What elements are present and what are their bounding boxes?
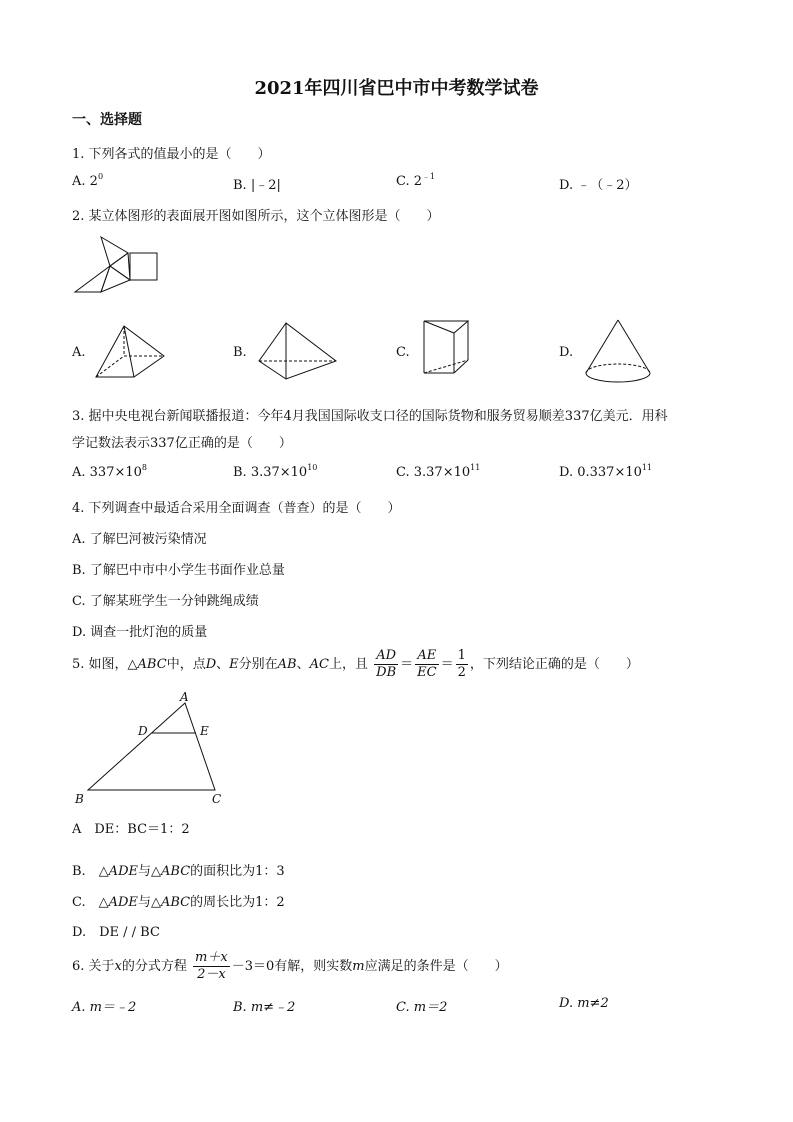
label-c: C [212,792,222,806]
q6-option-d: D. m≠2 [559,996,609,1011]
q2-option-d: D. [559,345,574,360]
q6-stem: 6. 关于x的分式方程 $\frac{m+x}{2-x}$ －3＝0有解，则实数m应满足的条件是（ ） [72,950,508,982]
q2-option-c-figure [420,318,475,378]
q3-option-b: B. $3.37\times 10^{10}$ [233,463,318,480]
fraction-equation: $\frac{m+x}{2-x}$ [195,950,228,982]
q5-option-d: D. DE / / BC [72,925,160,940]
label-e: E [200,724,209,738]
q5-stem: 5. 如图，△ABC中，点D、E分别在AB、AC上，且 $\frac{AD}{DB}$ ＝ $\frac{AE}{EC}$ ＝ $\frac{1}{2}$ ，下列结论正确的是（ ） [72,648,639,680]
fraction-one-half: $\frac{1}{2}$ [457,648,466,680]
label-b: B [75,792,84,806]
q6-option-a: A. m＝﹣2 [72,1000,137,1015]
label-d: D [138,724,148,738]
q2-option-a-figure [92,322,167,382]
q5-option-b: B. △ADE与△ABC的面积比为1：3 [72,864,285,879]
q2-option-b-figure [256,320,341,382]
q3-option-c: C. $3.37\times 10^{11}$ [396,463,481,480]
label-a: A [180,690,189,704]
section-heading: 一、选择题 [72,112,142,128]
q3-option-d: D. $0.337\times 10^{11}$ [559,463,653,480]
q5-option-c: C. △ADE与△ABC的周长比为1：2 [72,895,285,910]
q4-stem: 4. 下列调查中最适合采用全面调查（普查）的是（ ） [72,501,401,516]
q5-option-a: A DE：BC＝1：2 [72,822,190,837]
q1-option-b: B. |﹣2| [233,178,281,193]
q3-option-a: A. $337\times 10^8$ [72,463,147,480]
q2-option-d-figure [582,318,657,386]
q4-option-d: D. 调查一批灯泡的质量 [72,625,208,640]
q3-stem-line1: 3. 据中央电视台新闻联播报道：今年4月我国国际收支口径的国际货物和服务贸易顺差337亿美元．用科 [72,409,668,424]
q4-option-c: C. 了解某班学生一分钟跳绳成绩 [72,594,259,609]
q1-option-d: D. ﹣（﹣2） [559,178,638,193]
q2-option-b: B. [233,345,247,360]
q1-option-c: C. $2^{﹣1}$ [396,172,436,189]
q6-option-c: C. m＝2 [396,1000,448,1015]
q4-option-b: B. 了解巴中市中小学生书面作业总量 [72,563,285,578]
q2-stem: 2. 某立体图形的表面展开图如图所示，这个立体图形是（ ） [72,209,440,224]
q2-net-figure [70,232,170,302]
q4-option-a: A. 了解巴河被污染情况 [72,532,207,547]
q2-option-c: C. [396,345,410,360]
page-title: 2021年四川省巴中市中考数学试卷 [254,78,539,99]
q1-stem: 1. 下列各式的值最小的是（ ） [72,147,271,162]
fraction-ae-ec: $\frac{AE}{EC}$ [417,648,437,680]
q3-stem-line2: 学记数法表示337亿正确的是（ ） [72,436,292,451]
fraction-ad-db: $\frac{AD}{DB}$ [376,648,397,680]
q5-triangle-figure [72,690,232,810]
q2-option-a: A. [72,345,86,360]
q6-option-b: B. m≠﹣2 [233,1000,296,1015]
q1-option-a: A. $2^0$ [72,172,104,189]
